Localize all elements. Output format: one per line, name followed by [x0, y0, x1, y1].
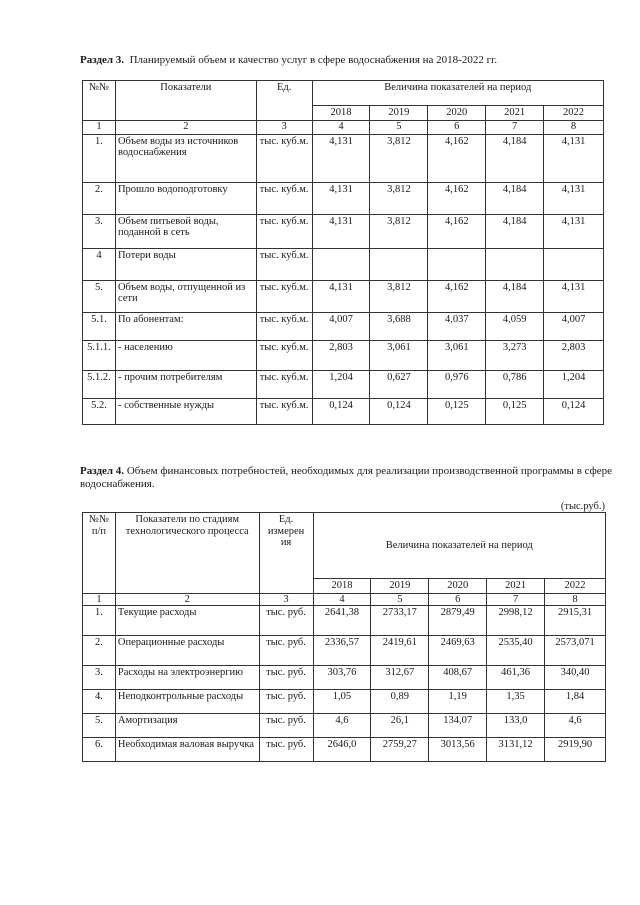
row-value: 3,688: [370, 312, 428, 340]
row-value: 4,131: [544, 182, 604, 214]
column-number: 2: [115, 120, 256, 134]
header-indicator: Показатели: [115, 81, 256, 121]
table-row: [83, 738, 606, 762]
row-value: 4,131: [312, 134, 370, 182]
row-indicator: Операционные расходы: [115, 636, 259, 666]
year-header: 2019: [371, 579, 429, 594]
row-indicator: По абонентам:: [115, 312, 256, 340]
row-unit: тыс. руб.: [259, 714, 313, 738]
row-value: 0,125: [428, 398, 486, 424]
year-header: 2021: [487, 579, 545, 594]
row-value: 0,124: [312, 398, 370, 424]
row-value: 3,812: [370, 182, 428, 214]
row-value: 2336,57: [313, 636, 371, 666]
year-header: 2018: [313, 579, 371, 594]
row-value: 1,05: [313, 690, 371, 714]
row-unit: тыс. куб.м.: [256, 182, 312, 214]
row-value: 4,131: [312, 280, 370, 312]
column-number: 4: [312, 120, 370, 134]
row-value: 2535,40: [487, 636, 545, 666]
year-header: 2022: [544, 106, 604, 121]
row-number: 5.1.: [83, 312, 116, 340]
row-indicator: Объем воды из источников водоснабжения: [115, 134, 256, 182]
table-row: [83, 636, 606, 666]
row-value: 2419,61: [371, 636, 429, 666]
row-indicator: - прочим потребителям: [115, 370, 256, 398]
table-row: [83, 280, 604, 312]
column-number: 3: [259, 593, 313, 606]
row-number: 4: [83, 248, 116, 280]
table-row: [83, 690, 606, 714]
table-row: [83, 182, 604, 214]
row-value: 1,84: [545, 690, 606, 714]
row-value: 2733,17: [371, 606, 429, 636]
row-value: 340,40: [545, 666, 606, 690]
table-row: [83, 714, 606, 738]
row-number: 2.: [83, 636, 116, 666]
row-value: 2641,38: [313, 606, 371, 636]
column-number: 5: [371, 593, 429, 606]
row-value: 4,184: [486, 182, 544, 214]
row-value: 4,6: [313, 714, 371, 738]
row-value: 4,6: [545, 714, 606, 738]
row-number: 4.: [83, 690, 116, 714]
row-unit: тыс. куб.м.: [256, 134, 312, 182]
row-value: 0,786: [486, 370, 544, 398]
section4-title: Раздел 4. Объем финансовых потребностей, необходимых для реализации производственной программы в сфере водоснабжения.: [80, 465, 613, 490]
table-row: [83, 312, 604, 340]
row-value: 4,184: [486, 134, 544, 182]
row-value: [312, 248, 370, 280]
row-value: 4,131: [312, 182, 370, 214]
row-value: 3,812: [370, 214, 428, 248]
row-value: [486, 248, 544, 280]
row-number: 5.1.1.: [83, 340, 116, 370]
row-value: 2,803: [312, 340, 370, 370]
row-unit: тыс. куб.м.: [256, 248, 312, 280]
row-indicator: Текущие расходы: [115, 606, 259, 636]
row-value: 4,184: [486, 280, 544, 312]
column-number: 6: [428, 120, 486, 134]
row-value: 4,131: [544, 134, 604, 182]
row-value: 312,67: [371, 666, 429, 690]
column-number: 4: [313, 593, 371, 606]
header-unit: Ед. измерен ия: [259, 513, 313, 594]
row-value: 4,162: [428, 134, 486, 182]
row-value: 4,184: [486, 214, 544, 248]
row-value: 4,037: [428, 312, 486, 340]
table-row: [83, 340, 604, 370]
table-row: [83, 398, 604, 424]
column-number: 7: [486, 120, 544, 134]
row-indicator: Потери воды: [115, 248, 256, 280]
row-unit: тыс. куб.м.: [256, 370, 312, 398]
row-value: [544, 248, 604, 280]
row-unit: тыс. куб.м.: [256, 340, 312, 370]
year-header: 2019: [370, 106, 428, 121]
row-value: 2879,49: [429, 606, 487, 636]
row-value: 2998,12: [487, 606, 545, 636]
row-number: 3.: [83, 214, 116, 248]
header-unit: Ед.: [256, 81, 312, 121]
row-value: 3131,12: [487, 738, 545, 762]
row-value: 3013,56: [429, 738, 487, 762]
row-value: 2573,071: [545, 636, 606, 666]
row-indicator: - населению: [115, 340, 256, 370]
row-value: 1,204: [312, 370, 370, 398]
row-number: 2.: [83, 182, 116, 214]
header-period: Величина показателей на период: [312, 81, 603, 106]
column-number: 6: [429, 593, 487, 606]
row-value: 2,803: [544, 340, 604, 370]
row-unit: тыс. руб.: [259, 636, 313, 666]
table-row: [83, 134, 604, 182]
column-number: 7: [487, 593, 545, 606]
row-value: 0,89: [371, 690, 429, 714]
row-indicator: Объем воды, отпущенной из сети: [115, 280, 256, 312]
year-header: 2021: [486, 106, 544, 121]
row-value: 2919,90: [545, 738, 606, 762]
row-value: 4,131: [544, 280, 604, 312]
row-unit: тыс. руб.: [259, 606, 313, 636]
row-value: 4,162: [428, 280, 486, 312]
header-indicator: Показатели по стадиям технологического процесса: [115, 513, 259, 594]
row-value: 4,162: [428, 214, 486, 248]
row-unit: тыс. куб.м.: [256, 398, 312, 424]
column-number: 8: [545, 593, 606, 606]
row-indicator: Расходы на электроэнергию: [115, 666, 259, 690]
row-value: 0,627: [370, 370, 428, 398]
row-value: 2915,31: [545, 606, 606, 636]
row-value: [370, 248, 428, 280]
unit-note: (тыс.руб.): [560, 501, 605, 512]
row-unit: тыс. куб.м.: [256, 214, 312, 248]
row-unit: тыс. руб.: [259, 738, 313, 762]
row-indicator: Амортизация: [115, 714, 259, 738]
row-value: 303,76: [313, 666, 371, 690]
row-value: 3,061: [428, 340, 486, 370]
row-number: 5.1.2.: [83, 370, 116, 398]
row-value: 3,812: [370, 280, 428, 312]
row-value: 1,204: [544, 370, 604, 398]
row-value: [428, 248, 486, 280]
row-value: 26,1: [371, 714, 429, 738]
table-row: [83, 606, 606, 636]
row-value: 4,007: [544, 312, 604, 340]
row-unit: тыс. руб.: [259, 666, 313, 690]
row-value: 1,19: [429, 690, 487, 714]
row-value: 0,976: [428, 370, 486, 398]
row-indicator: Прошло водоподготовку: [115, 182, 256, 214]
section4-table: [82, 512, 606, 762]
row-number: 1.: [83, 606, 116, 636]
row-value: 3,273: [486, 340, 544, 370]
section3-title: Раздел 3. Планируемый объем и качество услуг в сфере водоснабжения на 2018-2022 гг.: [80, 54, 498, 66]
table-row: [83, 370, 604, 398]
table-row: [83, 248, 604, 280]
column-number: 1: [83, 593, 116, 606]
table-row: [83, 666, 606, 690]
row-value: 133,0: [487, 714, 545, 738]
table-row: [83, 214, 604, 248]
row-value: 134,07: [429, 714, 487, 738]
section3-table: [82, 80, 604, 425]
year-header: 2020: [428, 106, 486, 121]
row-value: 0,124: [370, 398, 428, 424]
year-header: 2022: [545, 579, 606, 594]
row-indicator: Неподконтрольные расходы: [115, 690, 259, 714]
column-number: 3: [256, 120, 312, 134]
row-value: 3,061: [370, 340, 428, 370]
row-value: 2646,0: [313, 738, 371, 762]
header-period: Величина показателей на период: [313, 513, 606, 579]
row-unit: тыс. куб.м.: [256, 280, 312, 312]
row-value: 461,36: [487, 666, 545, 690]
row-value: 0,125: [486, 398, 544, 424]
row-value: 2469,63: [429, 636, 487, 666]
column-number: 5: [370, 120, 428, 134]
row-number: 3.: [83, 666, 116, 690]
row-indicator: Необходимая валовая выручка: [115, 738, 259, 762]
column-number: 1: [83, 120, 116, 134]
column-number: 2: [115, 593, 259, 606]
column-number: 8: [544, 120, 604, 134]
row-unit: тыс. руб.: [259, 690, 313, 714]
row-number: 5.: [83, 280, 116, 312]
row-value: 3,812: [370, 134, 428, 182]
row-number: 6.: [83, 738, 116, 762]
row-value: 4,059: [486, 312, 544, 340]
row-indicator: - собственные нужды: [115, 398, 256, 424]
row-value: 408,67: [429, 666, 487, 690]
year-header: 2018: [312, 106, 370, 121]
header-num: №№: [83, 81, 116, 121]
row-value: 2759,27: [371, 738, 429, 762]
row-value: 4,162: [428, 182, 486, 214]
row-value: 0,124: [544, 398, 604, 424]
row-value: 4,131: [544, 214, 604, 248]
row-number: 5.: [83, 714, 116, 738]
row-value: 4,007: [312, 312, 370, 340]
row-value: 4,131: [312, 214, 370, 248]
row-number: 1.: [83, 134, 116, 182]
row-indicator: Объем питьевой воды, поданной в сеть: [115, 214, 256, 248]
row-value: 1,35: [487, 690, 545, 714]
header-num: №№ п/п: [83, 513, 116, 594]
row-unit: тыс. куб.м.: [256, 312, 312, 340]
year-header: 2020: [429, 579, 487, 594]
row-number: 5.2.: [83, 398, 116, 424]
